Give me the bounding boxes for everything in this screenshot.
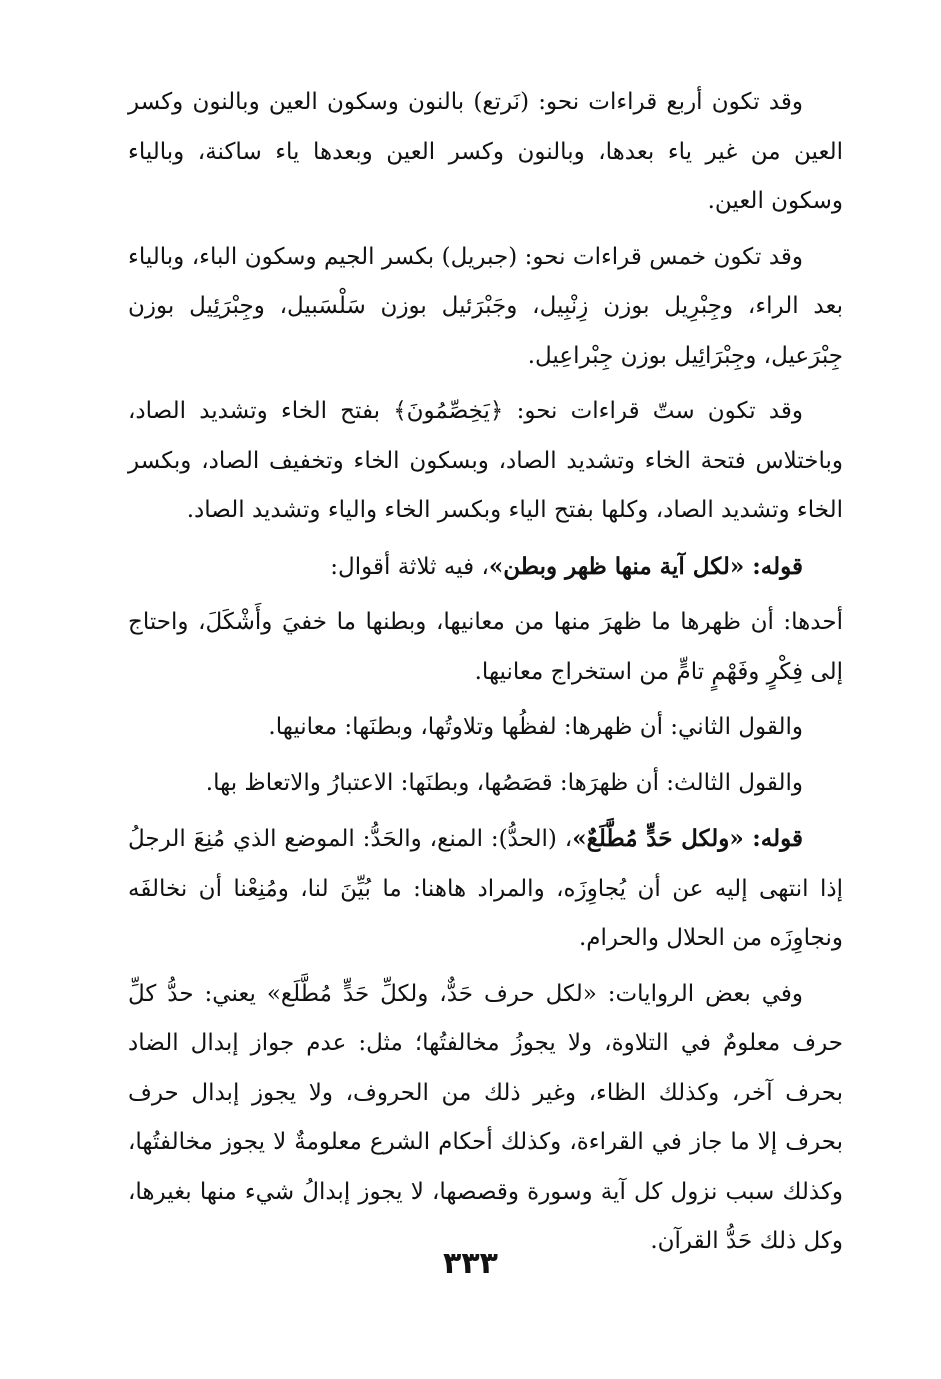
paragraph-second-opinion: والقول الثاني: أن ظهرها: لفظُها وتلاوتُها، وبطنَها: معانيها.	[268, 714, 803, 740]
hadith-quote-zahr-batn: قوله: «لكل آية منها ظهر وبطن»	[488, 552, 803, 580]
paragraph-six-readings-rest: بفتح الخاء وتشديد الصاد، وباختلاس فتحة الخاء وتشديد الصاد، وبسكون الخاء وتخفيف الصاد، وبكسر الخاء وتشديد الصاد، وكلها بفتح الياء وبكسر الخاء والياء وتشديد الصاد.	[128, 398, 843, 523]
paragraph-five-readings: وقد تكون خمس قراءات نحو: (جبريل) بكسر الجيم وسكون الباء، وبالياء بعد الراء، وجِبْرِيل بوزن زِنْبِيل، وجَبْرَئيل بوزن سَلْسَبيل، وجِبْرَئِيل بوزن جِبْرَعيل، وجِبْرَائِيل بوزن جِبْراعِيل.	[128, 243, 843, 369]
paragraph-other-narrations: وفي بعض الروايات: «لكل حرف حَدٌّ، ولكلِّ حَدٍّ مُطَّلَع» يعني: حدُّ كلِّ حرف معلومٌ في التلاوة، ولا يجوزُ مخالفتُها؛ مثل: عدم جواز إبدال الضاد بحرف آخر، وكذلك الظاء، وغير ذلك من الحروف، ولا يجوز إبدال حرف بحرف إلا ما جاز في القراءة، وكذلك أحكام الشرع معلومةٌ لا يجوز مخالفتُها، وكذلك سبب نزول كل آية وسورة وقصصها، لا يجوز إبدالُ شيء منها بغيرها، وكل ذلك حَدُّ القرآن.	[128, 980, 843, 1254]
paragraph-zahr-batn-rest: ، فيه ثلاثة أقوال:	[330, 553, 489, 580]
page-body	[128, 78, 843, 1273]
paragraph-hadd-muttala-rest: ، (الحدُّ): المنع، والحَدُّ: الموضع الذي مُنِعَ الرجلُ إذا انتهى إليه عن أن يُجاوِزَه، والمراد هاهنا: ما بُيِّنَ لنا، ومُنِعْنا أن نخالفَه ونجاوِزَه من الحلال والحرام.	[128, 826, 843, 951]
paragraph-first-opinion: أحدها: أن ظهرها ما ظهرَ منها من معانيها، وبطنها ما خفيَ وأَشْكَلَ، واحتاج إلى فِكْرٍ وفَهْمٍ تامٍّ من استخراج معانيها.	[128, 609, 843, 685]
page-number: ٣٣٣	[443, 1246, 498, 1281]
paragraph-zahr-batn-heading	[128, 542, 843, 593]
paragraph-four-readings: وقد تكون أربع قراءات نحو: (نَرتع) بالنون وسكون العين وبالنون وكسر العين من غير ياء بعدها، وبالنون وكسر العين وبعدها ياء ساكنة، وبالياء وسكون العين.	[128, 89, 843, 214]
paragraph-third-opinion: والقول الثالث: أن ظهرَها: قصَصُها، وبطنَها: الاعتبارُ والاتعاظ بها.	[205, 769, 803, 796]
paragraph-six-readings-lead: وقد تكون ستّ قراءات نحو:	[503, 398, 803, 424]
paragraph-hadd-muttala	[128, 814, 843, 964]
paragraph-six-readings	[128, 387, 843, 536]
hadith-quote-hadd-muttala: قوله: «ولكل حَدٍّ مُطَّلَعٌ»	[572, 825, 803, 852]
quran-word: ﴿يَخِصِّمُونَ﴾	[393, 398, 504, 424]
